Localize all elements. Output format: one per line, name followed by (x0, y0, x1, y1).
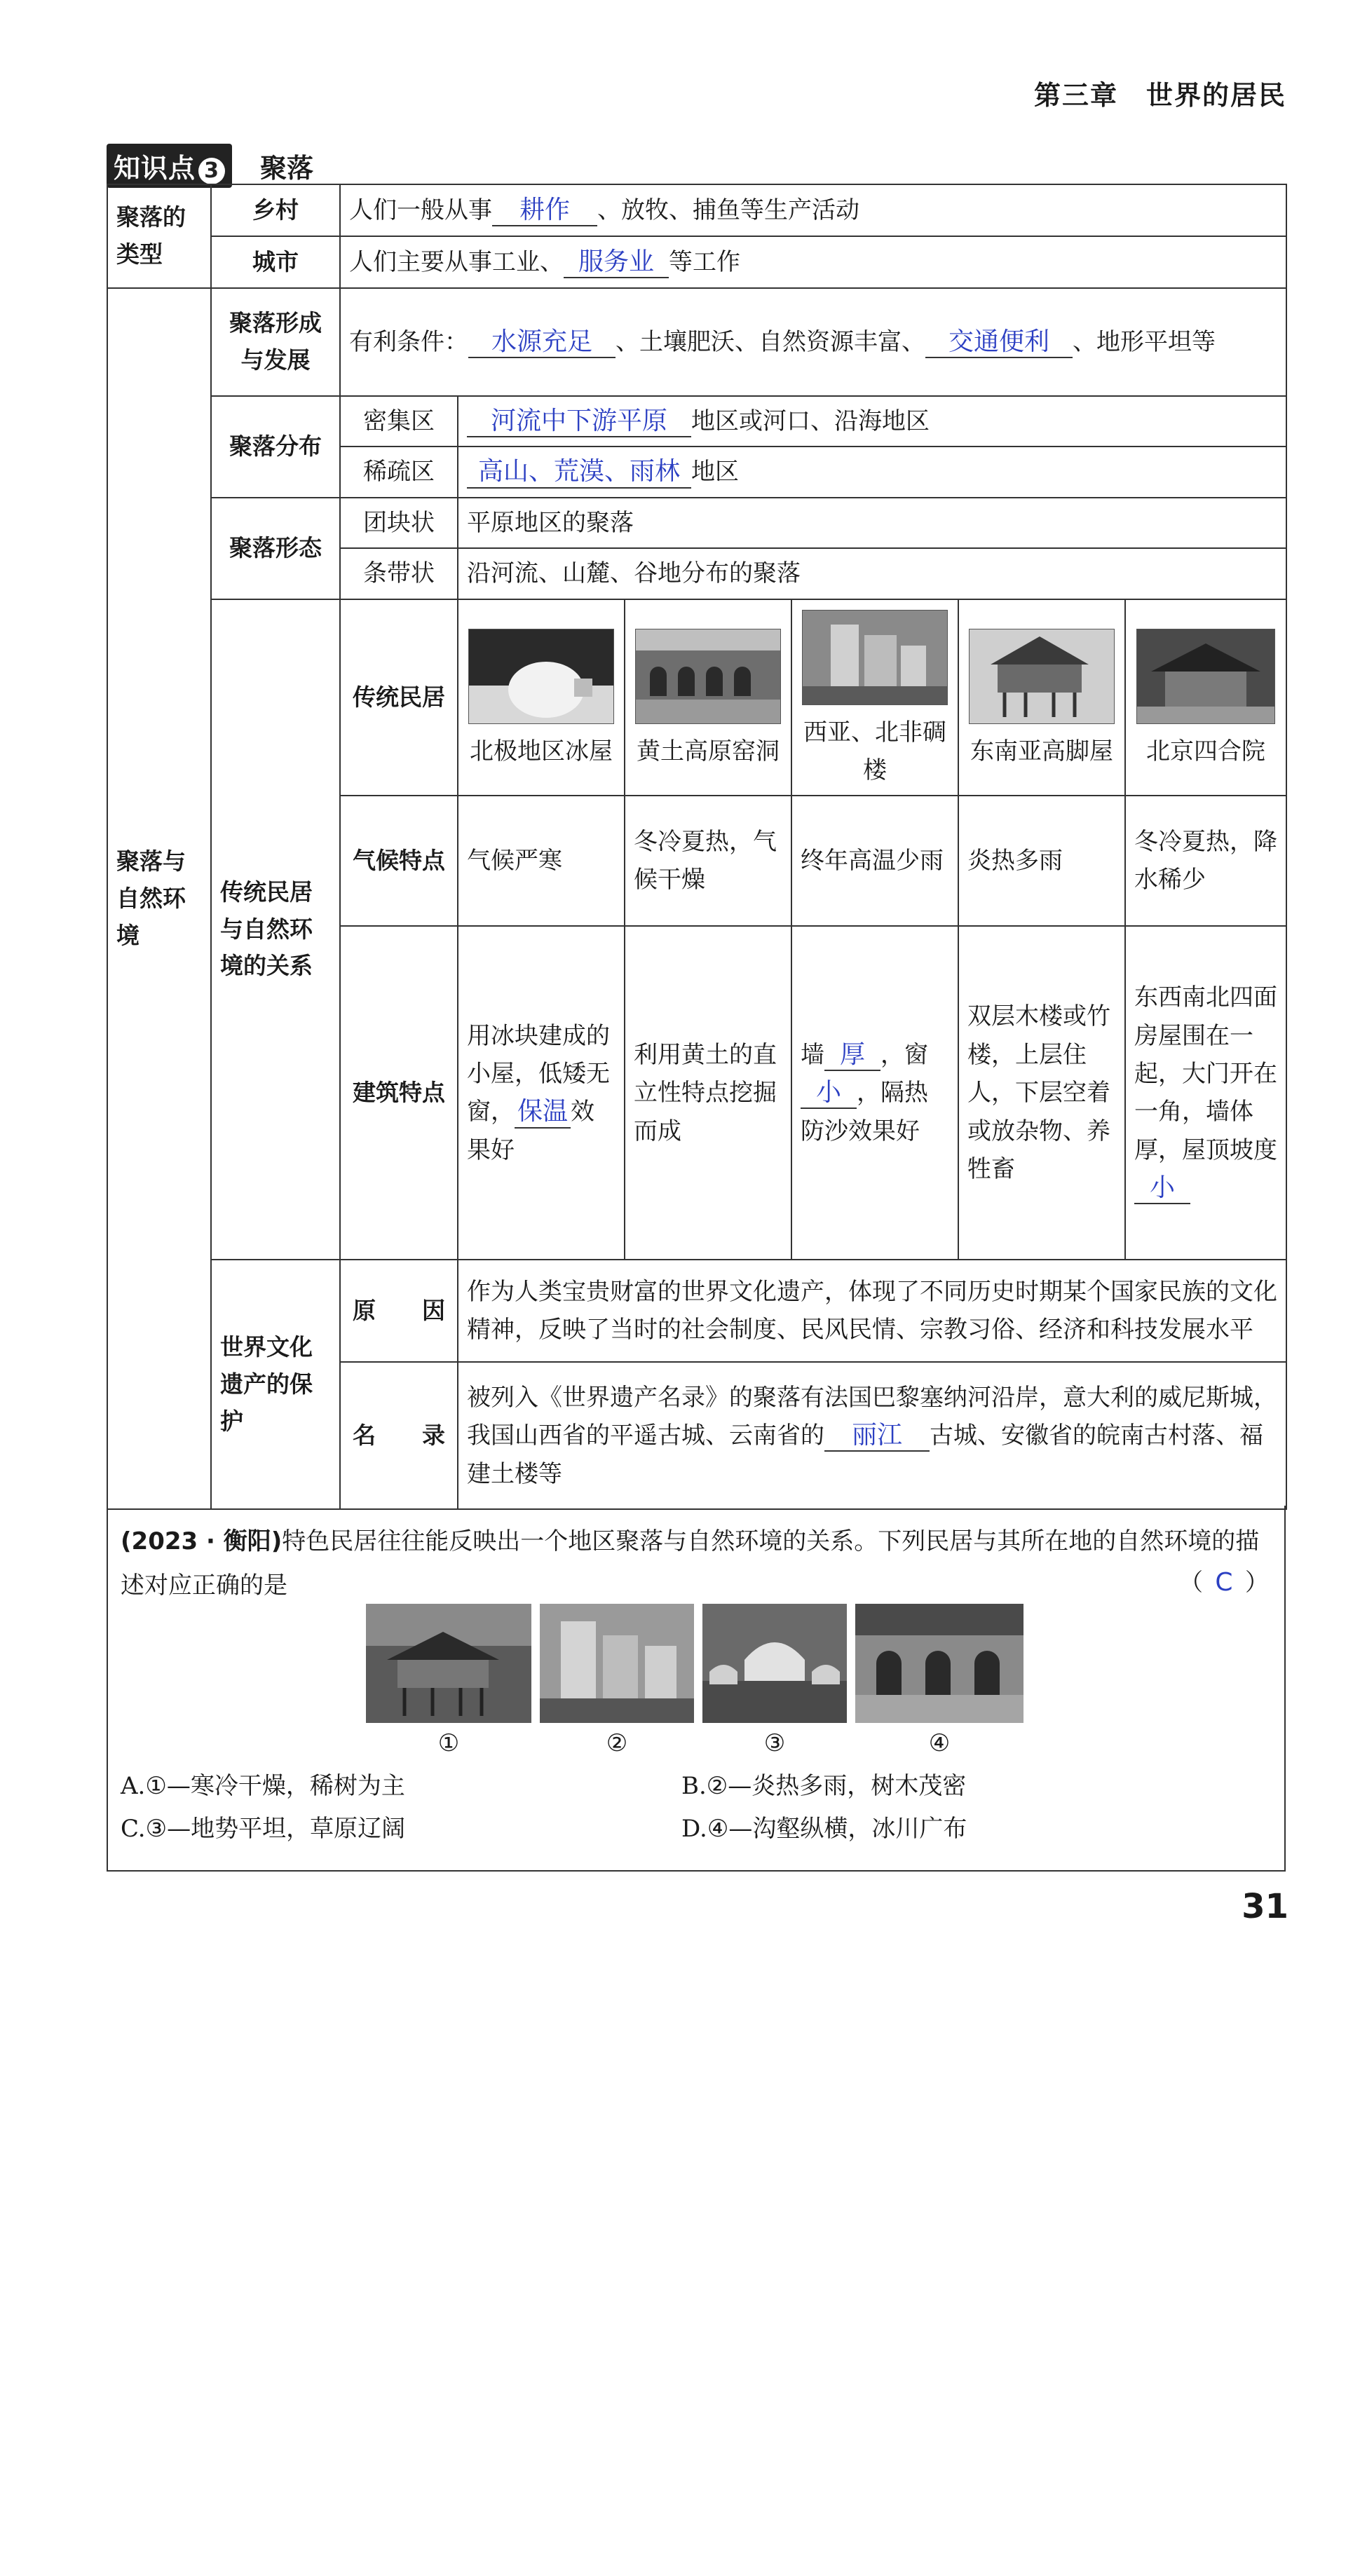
question-image-1: ① (366, 1604, 531, 1757)
chapter-title: 第三章 世界的居民 (1033, 80, 1286, 111)
building-igloo: 用冰块建成的小屋，低矮无窗， 保温 效果好 (458, 926, 625, 1260)
strip-text: 沿河流、山麓、谷地分布的聚落 (458, 548, 1286, 599)
option-c[interactable]: C.③—地势平坦，草原辽阔 (121, 1815, 406, 1844)
stilt-house-photo (969, 629, 1115, 724)
rural-row: 人们一般从事 耕作 、放牧、捕鱼等生产活动 (340, 184, 1286, 236)
building-siheyuan: 东西南北四面房屋围在一起，大门开在一角，墙体厚，屋顶坡度小 (1125, 926, 1286, 1260)
urban-answer: 服务业 (564, 247, 669, 278)
tower-answer-window: 小 (801, 1077, 857, 1109)
traditional-label: 传统民居与自然环境的关系 (211, 599, 340, 1260)
formation-row: 有利条件： 水源充足 、土壤肥沃、自然资源丰富、 交通便利 、地形平坦等 (340, 288, 1286, 396)
tower-house-image (540, 1604, 694, 1723)
section-heading (107, 144, 313, 188)
section-title: 聚落 (260, 153, 314, 184)
option-d[interactable]: D.④—沟壑纵横，冰川广布 (681, 1815, 967, 1844)
reason-label: 原 因 (340, 1260, 458, 1362)
question-text: (2023 · 衡阳)特色民居往往能反映出一个地区聚落与自然环境的关系。下列民居与其所在地的自然环境的描述对应正确的是 (121, 1527, 1260, 1600)
dwelling-row-label: 传统民居 (340, 599, 458, 796)
option-b[interactable]: B.②—炎热多雨，树木茂密 (681, 1772, 967, 1800)
climate-tower: 终年高温少雨 (791, 796, 958, 926)
strip-label: 条带状 (340, 548, 458, 599)
siheyuan-photo (1136, 629, 1275, 724)
distribution-label: 聚落分布 (211, 396, 340, 498)
form-label: 聚落形态 (211, 498, 340, 599)
sparse-row: 高山、荒漠、雨林 地区 (458, 447, 1286, 497)
tower-house-photo (802, 610, 948, 705)
dwelling-cave: 黄土高原窑洞 (625, 599, 791, 796)
nature-group-label: 聚落与自然环境 (107, 288, 211, 1509)
formation-label: 聚落形成与发展 (211, 288, 340, 396)
dwelling-siheyuan: 北京四合院 (1125, 599, 1286, 796)
climate-siheyuan: 冬冷夏热，降水稀少 (1125, 796, 1286, 926)
list-row: 被列入《世界遗产名录》的聚落有法国巴黎塞纳河沿岸，意大利的威尼斯城，我国山西省的平遥古城、云南省的 丽江 古城、安徽省的皖南古村落、福建土楼等 (458, 1362, 1286, 1509)
dwelling-tower: 西亚、北非碉楼 (791, 599, 958, 796)
climate-cave: 冬冷夏热，气候干燥 (625, 796, 791, 926)
question-image-3: ③ (702, 1604, 847, 1757)
cave-photo (635, 629, 781, 724)
question-options (121, 1765, 1270, 1851)
sparse-answer: 高山、荒漠、雨林 (467, 456, 691, 488)
climate-stilt: 炎热多雨 (958, 796, 1125, 926)
reason-text: 作为人类宝贵财富的世界文化遗产，体现了不同历史时期某个国家民族的文化精神，反映了当时的社会制度、民风民情、宗教习俗、经济和科技发展水平 (458, 1260, 1286, 1362)
question-image-2: ② (540, 1604, 694, 1757)
section-number: 3 (198, 158, 225, 184)
tower-answer-wall: 厚 (824, 1040, 880, 1071)
building-stilt: 双层木楼或竹楼，上层住人，下层空着或放杂物、养牲畜 (958, 926, 1125, 1260)
question-source: (2023 · 衡阳) (121, 1527, 283, 1555)
dwelling-stilt: 东南亚高脚屋 (958, 599, 1125, 796)
stilt-house-image (366, 1604, 531, 1723)
dwelling-igloo: 北极地区冰屋 (458, 599, 625, 796)
heritage-label: 世界文化遗产的保护 (211, 1260, 340, 1509)
siheyuan-answer: 小 (1134, 1173, 1190, 1204)
formation-answer-transport: 交通便利 (925, 327, 1073, 358)
urban-label: 城市 (211, 236, 340, 288)
page-number: 31 (1242, 1887, 1288, 1926)
climate-row-label: 气候特点 (340, 796, 458, 926)
yurt-image (702, 1604, 847, 1723)
answer-paren: （ C ） (1179, 1568, 1269, 1597)
question-images (366, 1604, 1023, 1757)
climate-igloo: 气候严寒 (458, 796, 625, 926)
building-row-label: 建筑特点 (340, 926, 458, 1260)
cave-dwelling-image (855, 1604, 1023, 1723)
cluster-label: 团块状 (340, 498, 458, 548)
knowledge-table (107, 184, 1287, 1510)
building-cave: 利用黄土的直立性特点挖掘而成 (625, 926, 791, 1260)
formation-answer-water: 水源充足 (468, 327, 616, 358)
urban-row: 人们主要从事工业、 服务业 等工作 (340, 236, 1286, 288)
rural-answer: 耕作 (492, 195, 597, 226)
types-group-label: 聚落的类型 (107, 184, 211, 288)
answer-choice: C (1215, 1568, 1233, 1597)
building-tower: 墙 厚 ，窗小 ，隔热防沙效果好 (791, 926, 958, 1260)
rural-label: 乡村 (211, 184, 340, 236)
option-a[interactable]: A.①—寒冷干燥，稀树为主 (121, 1772, 405, 1800)
cluster-text: 平原地区的聚落 (458, 498, 1286, 548)
question-image-4: ④ (855, 1604, 1023, 1757)
exercise-question (107, 1506, 1286, 2576)
dense-row: 河流中下游平原 地区或河口、沿海地区 (458, 396, 1286, 447)
sparse-label: 稀疏区 (340, 447, 458, 497)
lijiang-answer: 丽江 (824, 1420, 930, 1452)
igloo-photo (468, 629, 614, 724)
list-label: 名 录 (340, 1362, 458, 1509)
section-badge: 知识点 3 (107, 144, 232, 188)
dense-answer: 河流中下游平原 (467, 406, 691, 437)
dense-label: 密集区 (340, 396, 458, 447)
igloo-answer: 保温 (515, 1096, 571, 1128)
